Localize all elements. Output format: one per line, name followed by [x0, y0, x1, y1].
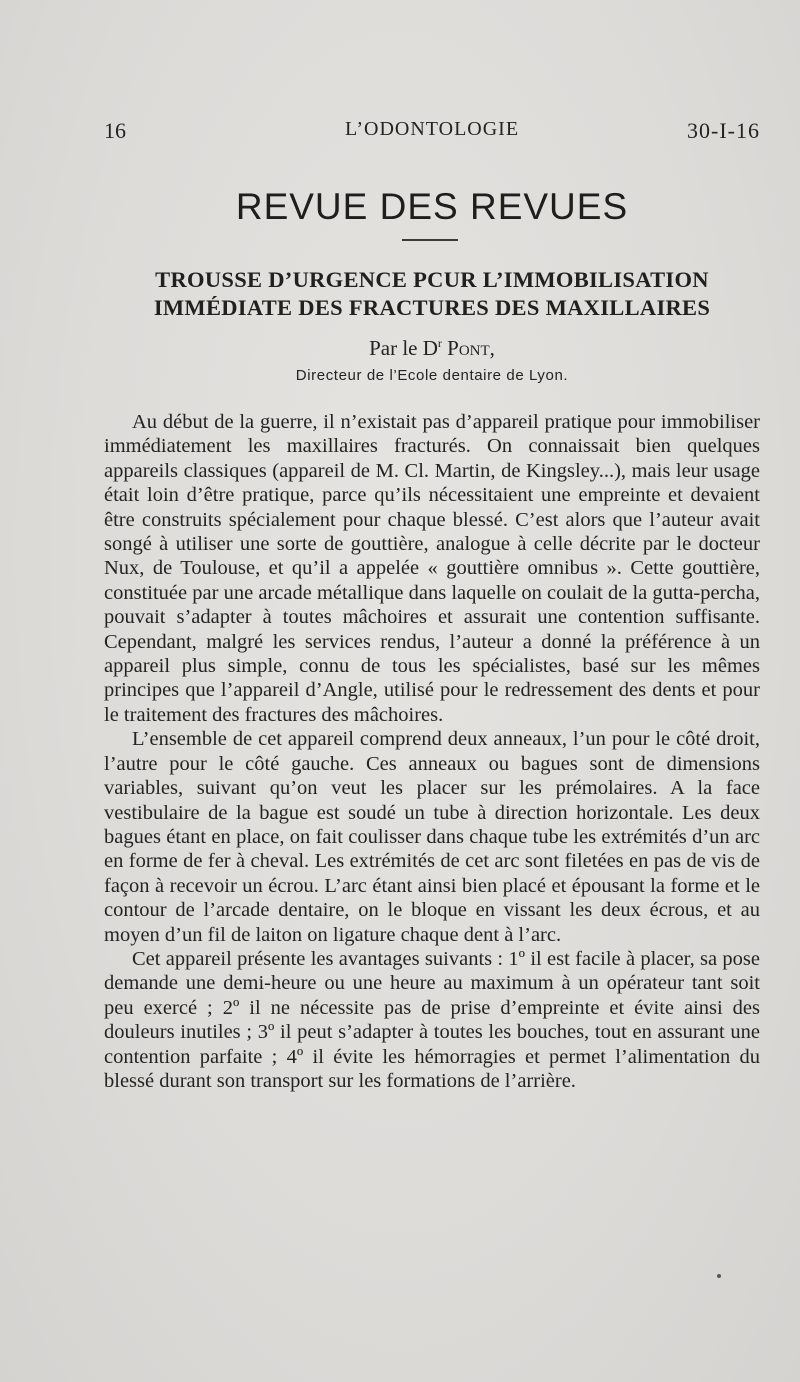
- paragraph-1: Au début de la guerre, il n’existait pas d’appareil pratique pour immobiliser immédiatement les maxillaires fracturés. On connaissait bien quelques appareils classiques (appareil de M. Cl. Martin, de Kingsley...), mais leur usage était loin d’être pratique, parce qu’ils nécessitaient une empreinte et devaient être construits spécialement pour chaque blessé. C’est alors que l’auteur avait songé à utiliser une sorte de gouttière, analogue à celle décrite par le docteur Nux, de Toulouse, et qu’il a appelée « gouttière omnibus ». Cette gouttière, constituée par une arcade métallique dans laquelle on coulait de la gutta-percha, pouvait s’adapter à toutes mâchoires et assurait une contention suffisante. Cependant, malgré les services rendus, l’auteur a donné la préférence à un appareil plus simple, connu de tous les spécialistes, basé sur les mêmes principes que l’appareil d’Angle, utilisé pour le redressement des dents et pour le traitement des fractures des mâchoires.: [104, 411, 760, 726]
- author-name: Pont,: [447, 336, 495, 360]
- byline: [104, 336, 760, 361]
- article-title-line-2: IMMÉDIATE DES FRACTURES DES MAXILLAIRES: [153, 295, 711, 320]
- running-head: [104, 118, 760, 148]
- byline-prefix: Par le D: [369, 336, 438, 360]
- title-rule: [402, 239, 458, 241]
- author-affiliation: Directeur de l’Ecole dentaire de Lyon.: [295, 367, 569, 384]
- paragraph-2: L’ensemble de cet appareil comprend deux anneaux, l’un pour le côté droit, l’autre pour le côté gauche. Ces anneaux ou bagues sont de dimensions variables, suivant qu’on veut les placer sur les prémolaires. A la face vestibulaire de la bague est soudé un tube à direction horizontale. Les deux bagues étant en place, on fait coulisser dans chaque tube les extrémités d’un arc en forme de fer à cheval. Les extrémités de cet arc sont filetées en pas de vis de façon à recevoir un écrou. L’arc étant ainsi bien placé et épousant la forme et le contour de l’arcade dentaire, on le bloque en vissant les deux écrous, et au moyen d’un fil de laiton on ligature chaque dent à l’arc.: [104, 728, 760, 946]
- article-title: [104, 266, 760, 322]
- byline-superscript: r: [437, 336, 442, 350]
- section-title: REVUE DES REVUES: [235, 186, 629, 227]
- journal-title: L’ODONTOLOGIE: [344, 118, 520, 140]
- article-title-line-1: TROUSSE D’URGENCE PCUR L’IMMOBILISATION: [155, 267, 709, 292]
- article-body: [104, 410, 760, 1093]
- paragraph-3: Cet appareil présente les avantages suivants : 1º il est facile à placer, sa pose demande une demi-heure ou une heure au maximum à un opérateur tant soit peu exercé ; 2º il ne nécessite pas de prise d’empreinte et évite ainsi des douleurs inutiles ; 3º il peut s’adapter à toutes les bouches, tout en assurant une contention parfaite ; 4º il évite les hémorragies et permet l’alimentation du blessé durant son transport sur les formations de l’arrière.: [104, 947, 760, 1092]
- issue-date: 30-I-16: [687, 118, 760, 143]
- page-number: 16: [104, 118, 126, 143]
- paper-speck: [717, 1274, 721, 1278]
